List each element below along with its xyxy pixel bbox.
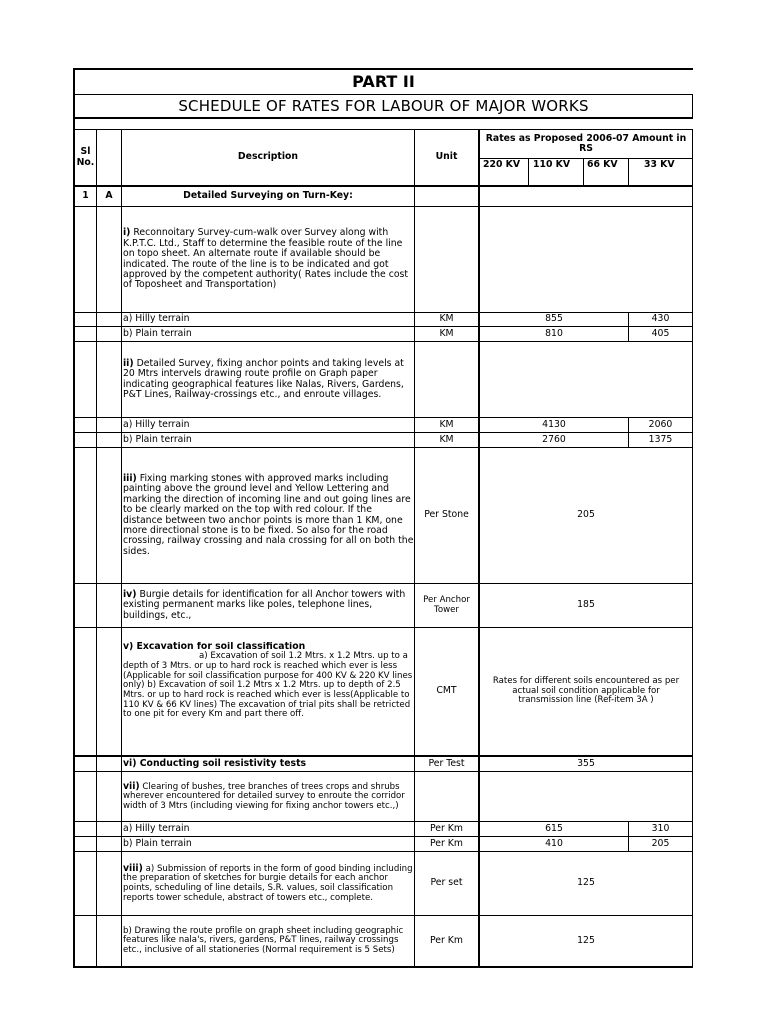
header-220kv: 220 KV: [483, 160, 521, 170]
header-rates: Rates as Proposed 2006-07 Amount in RS: [485, 132, 687, 154]
item-ii-description: [122, 342, 414, 417]
item-vi-rate: 355: [577, 757, 595, 769]
item-ii-a-rate-66-33: 2060: [648, 418, 673, 430]
item-vii-b-rate-220-110: 410: [545, 837, 563, 849]
header-66kv: 66 KV: [587, 160, 618, 170]
item-viii-label: viii): [123, 862, 143, 874]
item-iv-unit: Per Anchor Tower: [423, 594, 470, 615]
item-i-text: Reconnoitary Survey-cum-walk over Survey along with K.P.T.C. Ltd., Staff to determine the feasible route of the line on topo sheet. An alternate route if available should be indicated. The route of the line is to be indicated and got approved by the competent authority( Rates include the cost of Toposheet and Transportation): [123, 227, 408, 291]
item-vii-b-rate-66-33: 205: [651, 837, 670, 849]
item-ii-b-rate-66-33: 1375: [648, 433, 673, 445]
item-i-b-rate-66-33: 405: [651, 327, 670, 339]
item-vii-a-rate-220-110: 615: [545, 822, 563, 834]
item-vii-a-unit: Per Km: [430, 822, 463, 834]
item-iv-rate: 185: [577, 599, 595, 611]
item-ii-a-unit: KM: [439, 418, 454, 430]
item-viii-description: [122, 852, 414, 915]
item-viii-b-description: b) Drawing the route profile on graph sheet including geographic features like nala's, rivers, gardens, P&T lines, railway crossings etc., inclusive of all stationeries (Normal requirement is 5 Sets): [123, 925, 404, 955]
header-33kv: 33 KV: [644, 160, 675, 170]
item-iii-description: [122, 448, 414, 583]
item-iii-unit: Per Stone: [424, 509, 469, 521]
item-v-description: [122, 642, 414, 742]
item-ii-a-desc: a) Hilly terrain: [123, 418, 190, 430]
section-number: 1: [82, 190, 89, 202]
grid-line: [73, 117, 693, 119]
item-iii-text: Fixing marking stones with approved marks including painting above the ground level and Yellow Lettering and marking the direction of incoming line and out going lines are to be clearly marked on the top with red colour. If the distance between two anchor points is more than 1 KM, one more directional stone is to be fixed. So also for the road crossing, railway crossing and nala crossing for all on both the sides.: [123, 472, 414, 557]
item-v-rate-note: Rates for different soils encountered as per actual soil condition applicable for transmission line (Ref-item 3A ): [492, 676, 680, 706]
item-viii-b-rate: 125: [577, 934, 595, 946]
grid-line: [692, 94, 693, 118]
item-i-b-desc: b) Plain terrain: [123, 327, 192, 339]
grid-line: [96, 129, 97, 967]
item-i-a-unit: KM: [439, 313, 454, 325]
item-ii-b-unit: KM: [439, 433, 454, 445]
item-vii-a-desc: a) Hilly terrain: [123, 822, 190, 834]
page-subtitle: SCHEDULE OF RATES FOR LABOUR OF MAJOR WORKS: [178, 96, 589, 115]
item-ii-text: Detailed Survey, fixing anchor points and taking levels at 20 Mtrs intervels drawing route profile on Graph paper indicating geographical features like Nalas, Rivers, Gardens, P&T Lines, Railway-crossings etc., and enroute villages.: [123, 357, 404, 400]
item-i-a-rate-66-33: 430: [651, 313, 670, 325]
header-unit: Unit: [435, 151, 458, 163]
item-iv-description: [122, 584, 414, 627]
item-iii-label: iii): [123, 472, 137, 484]
item-vii-a-rate-66-33: 310: [651, 822, 670, 834]
item-vii-label: vii): [123, 780, 140, 792]
grid-line: [528, 158, 529, 186]
section-title: Detailed Surveying on Turn-Key:: [183, 190, 353, 202]
item-ii-b-desc: b) Plain terrain: [123, 433, 192, 445]
item-viii-text: a) Submission of reports in the form of good binding including the preparation of sketches for burgie details for each anchor points, scheduling of line details, S.R. values, soil classification reports tower schedule, abstract of towers etc., complete.: [123, 863, 413, 903]
item-i-b-unit: KM: [439, 327, 454, 339]
grid-line: [479, 158, 693, 159]
item-viii-rate: 125: [577, 877, 595, 889]
section-letter: A: [105, 190, 113, 202]
item-ii-a-rate-220-110: 4130: [542, 418, 566, 430]
header-sl-no: Sl No.: [76, 146, 95, 168]
item-iv-text: Burgie details for identification for all Anchor towers with existing permanent marks like poles, telephone lines, buildings, etc.,: [123, 588, 406, 621]
item-ii-b-rate-220-110: 2760: [542, 433, 566, 445]
item-i-b-rate-220-110: 810: [545, 327, 563, 339]
item-ii-label: ii): [123, 357, 134, 369]
grid-line: [692, 129, 693, 967]
item-viii-unit: Per set: [430, 877, 463, 889]
grid-line: [583, 158, 584, 186]
item-i-a-desc: a) Hilly terrain: [123, 313, 190, 325]
grid-line: [73, 966, 693, 968]
item-iii-rate: 205: [577, 509, 595, 521]
page-title: PART II: [352, 72, 415, 92]
header-110kv: 110 KV: [533, 160, 571, 170]
grid-line: [628, 158, 629, 186]
item-iv-label: iv): [123, 588, 137, 600]
item-v-label: v) Excavation for soil classification: [123, 642, 306, 652]
item-v-text: a) Excavation of soil 1.2 Mtrs. x 1.2 Mtrs. up to a depth of 3 Mtrs. or up to hard rock is reached which ever is less (Applicable for soil classification purpose for 400 KV & 220 KV lines only) b) Excavation of soil 1.2 Mtrs x 1.2 Mtrs. up to depth of 2.5 Mtrs. or up to hard rock is reached which ever is less(Applicable to 110 KV & 66 KV lines) The excavation of trial pits shall be retricted to one pit for every Km and part there off.: [123, 651, 413, 720]
item-vi-unit: Per Test: [428, 757, 465, 769]
header-description: Description: [237, 151, 299, 163]
item-vii-description: [122, 772, 414, 821]
item-v-unit: CMT: [436, 685, 457, 697]
item-i-description: [122, 207, 414, 312]
item-vi-description: vi) Conducting soil resistivity tests: [123, 757, 307, 769]
item-i-a-rate-220-110: 855: [545, 313, 563, 325]
item-vii-b-unit: Per Km: [430, 837, 463, 849]
item-i-label: i): [123, 227, 131, 239]
item-vii-b-desc: b) Plain terrain: [123, 837, 192, 849]
item-viii-b-unit: Per Km: [430, 934, 463, 946]
item-vii-text: Clearing of bushes, tree branches of trees crops and shrubs wherever encountered for detailed survey to enroute the corridor width of 3 Mtrs (including viewing for fixing anchor towers etc.,): [123, 781, 405, 811]
